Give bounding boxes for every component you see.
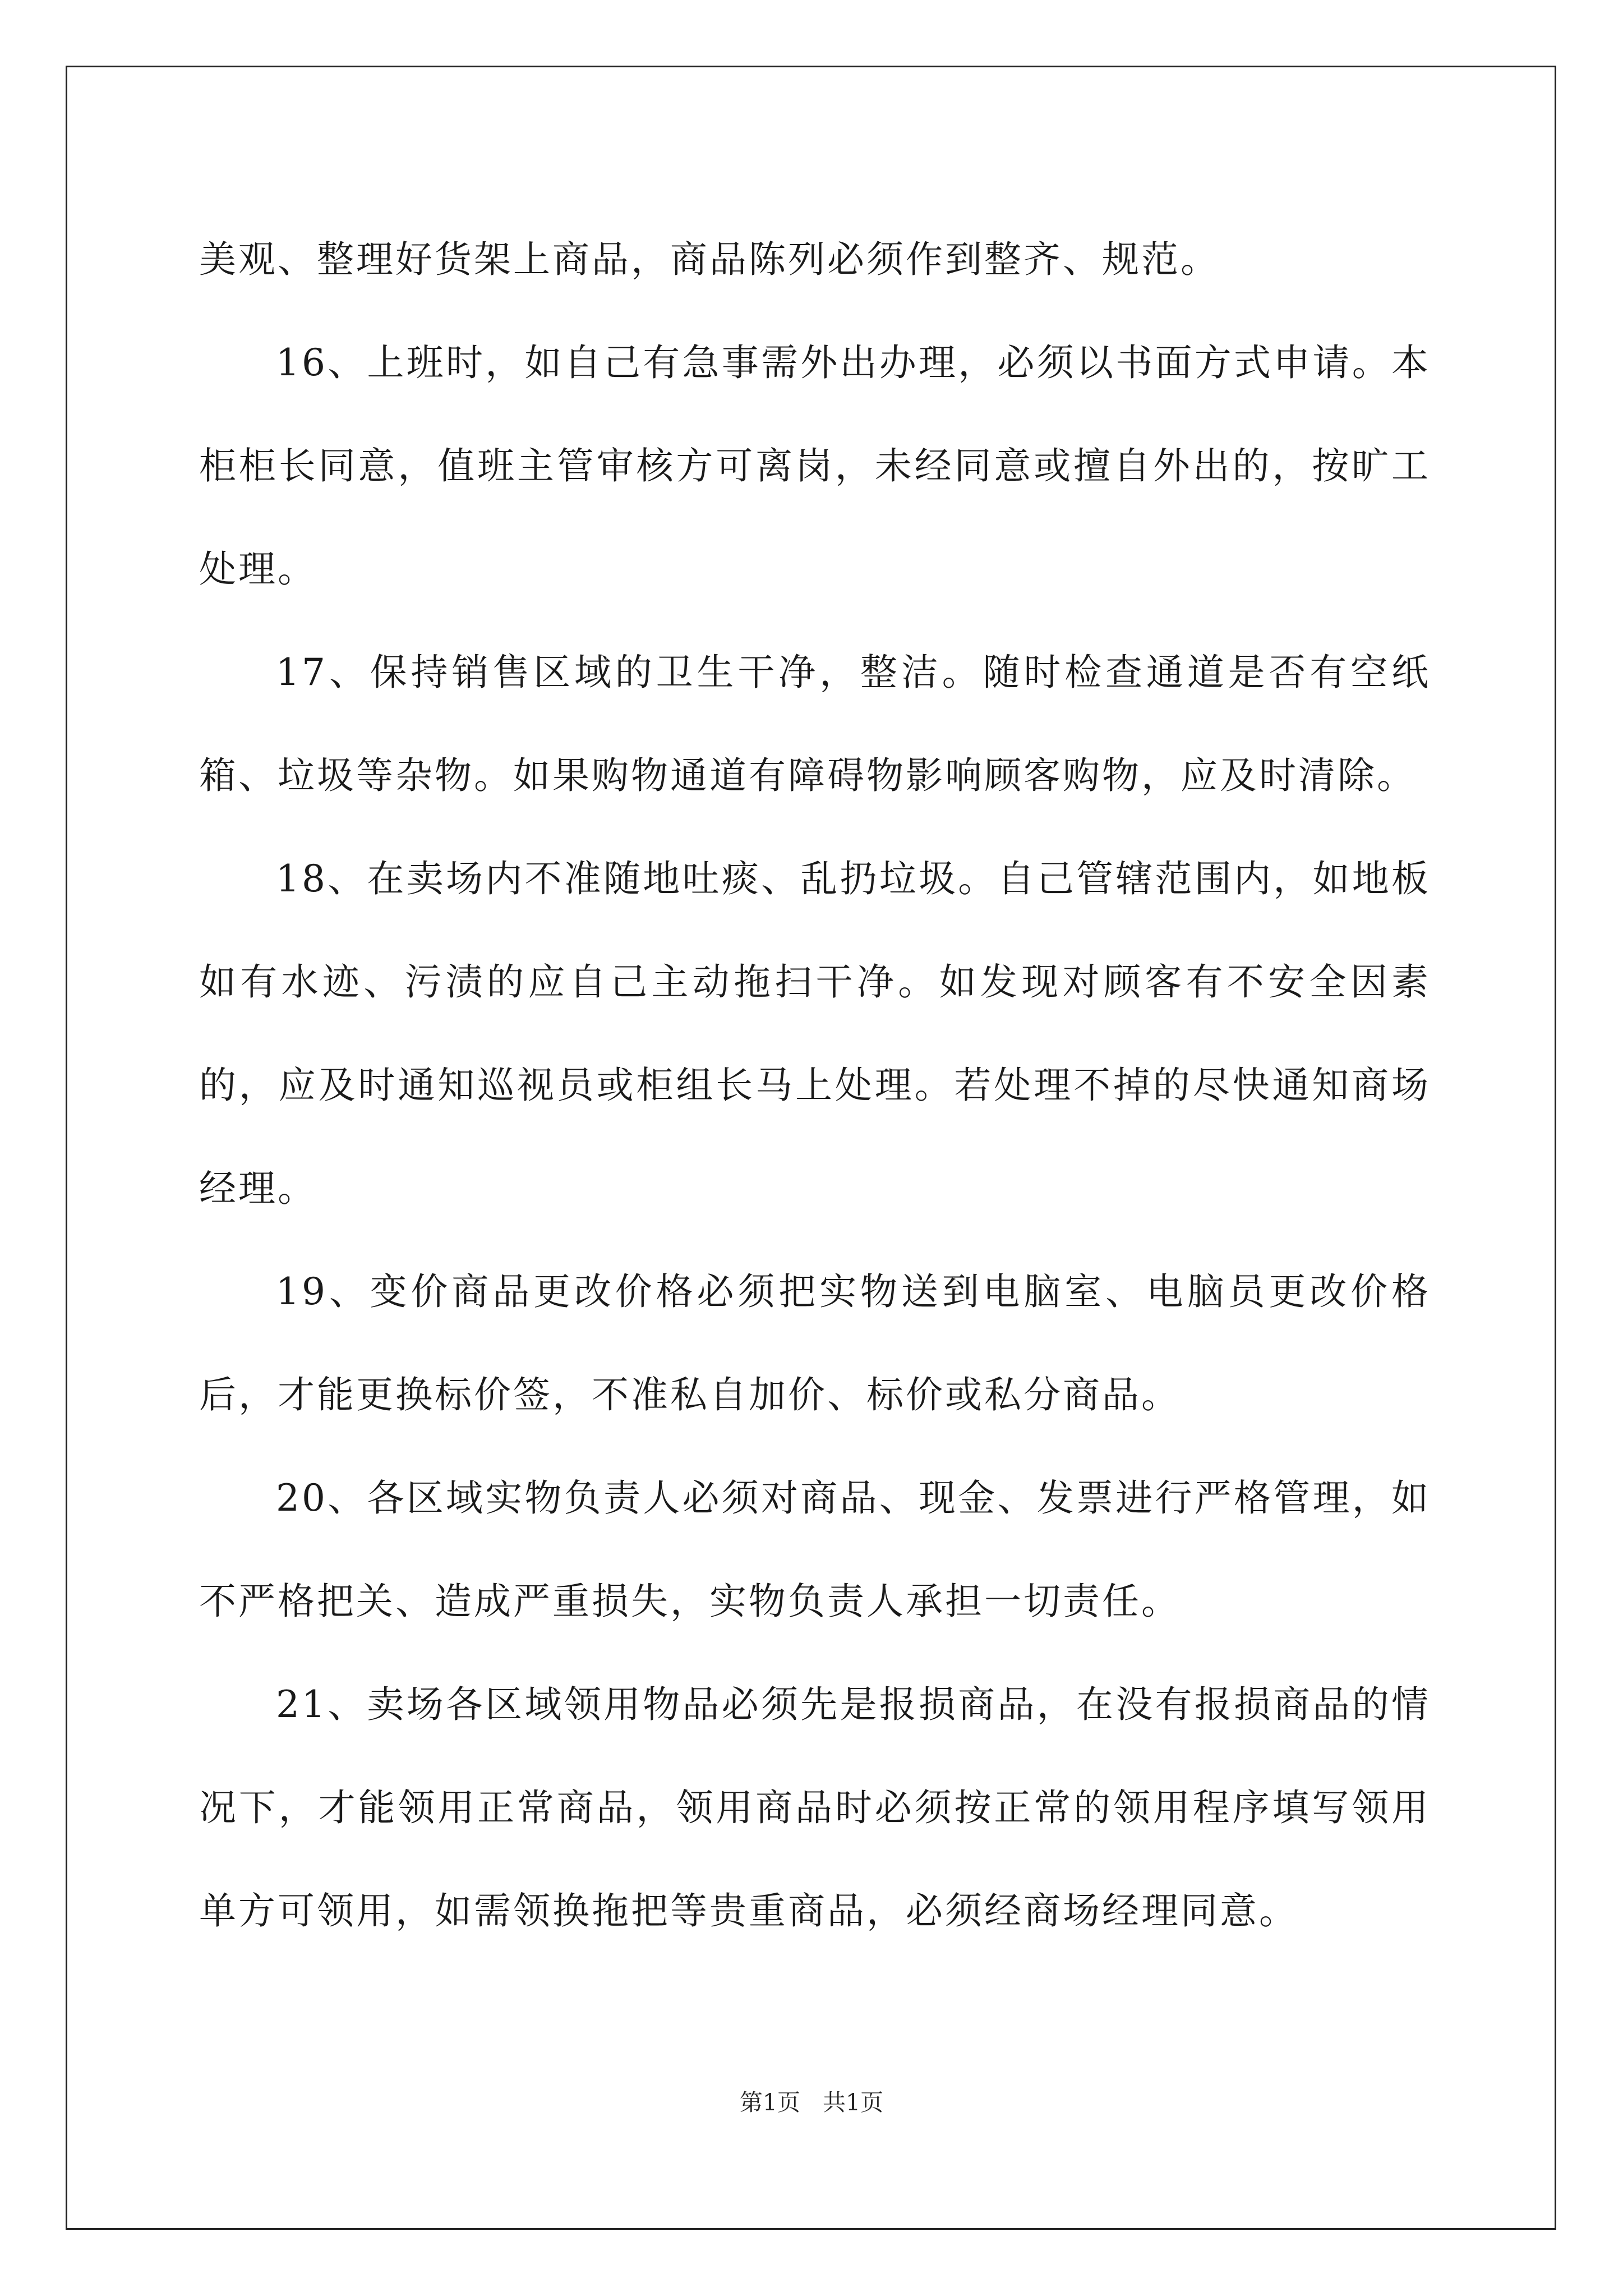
paragraph-20: 20、各区域实物负责人必须对商品、现金、发票进行严格管理，如不严格把关、造成严重损失，实物负责人承担一切责任。 [199,1476,1431,1623]
document-body [199,208,1431,1963]
paragraph-18: 18、在卖场内不准随地吐痰、乱扔垃圾。自己管辖范围内，如地板如有水迹、污渍的应自己主动拖扫干净。如发现对顾客有不安全因素的，应及时通知巡视员或柜组长马上处理。若处理不掉的尽快通知商场经理。 [199,857,1431,1210]
page-total: 共1页 [823,2089,884,2116]
page-footer [0,2086,1623,2119]
paragraph-21: 21、卖场各区域领用物品必须先是报损商品，在没有报损商品的情况下，才能领用正常商品，领用商品时必须按正常的领用程序填写领用单方可领用，如需领换拖把等贵重商品，必须经商场经理同意。 [199,1683,1431,1932]
paragraph-19: 19、变价商品更改价格必须把实物送到电脑室、电脑员更改价格后，才能更换标价签，不准私自加价、标价或私分商品。 [199,1270,1431,1416]
paragraph-15-continuation: 美观、整理好货架上商品，商品陈列必须作到整齐、规范。 [199,238,1220,281]
paragraph-17: 17、保持销售区域的卫生干净，整洁。随时检查通道是否有空纸箱、垃圾等杂物。如果购物通道有障碍物影响顾客购物，应及时清除。 [199,651,1431,797]
page-number: 第1页 [739,2089,800,2116]
paragraph-16: 16、上班时，如自己有急事需外出办理，必须以书面方式申请。本柜柜长同意，值班主管审核方可离岗，未经同意或擅自外出的，按旷工处理。 [199,341,1431,591]
